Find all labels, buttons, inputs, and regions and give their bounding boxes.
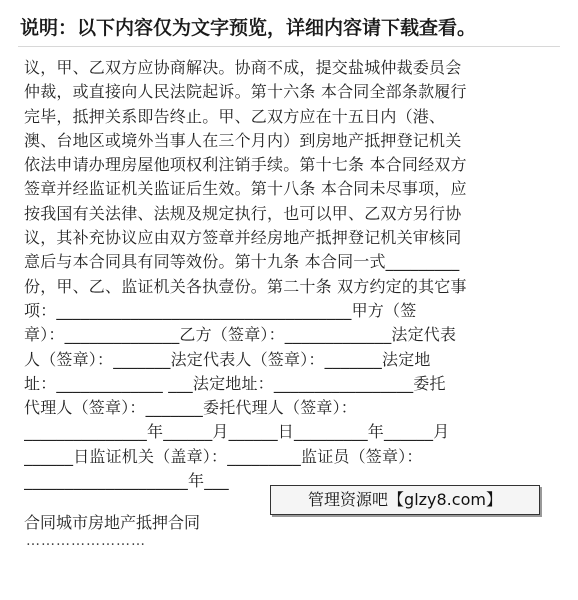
body-line: 代理人（签章）：_______委托代理人（签章）：: [24, 398, 358, 418]
body-line: 议，其补充协议应由双方签章并经房地产抵押登记机关审核同: [24, 228, 462, 248]
body-line: 依法申请办理房屋他项权利注销手续。第十七条 本合同经双方: [24, 155, 467, 175]
body-line: 签章并经监证机关监证后生效。第十八条 本合同未尽事项，应: [24, 179, 467, 199]
body-line: _______________年______月______日_________年______月: [24, 422, 450, 442]
body-line: 仲裁，或直接向人民法院起诉。第十六条 本合同全部条款履行: [24, 82, 467, 102]
body-line: 议，甲、乙双方应协商解决。协商不成，提交盐城仲裁委员会: [24, 58, 462, 77]
body-line: 章）：______________乙方（签章）：_____________法定代表: [24, 325, 457, 345]
body-line: 按我国有关法律、法规及规定执行，也可以甲、乙双方另行协: [24, 203, 462, 223]
body-line: 址：_____________ ___法定地址：_________________委托: [24, 373, 446, 393]
header-divider: [18, 46, 560, 47]
body-line: ______日监证机关（盖章）：_________监证员（签章）：: [24, 446, 423, 466]
contract-body: [24, 56, 554, 493]
continuation-ellipsis: ……………………: [26, 533, 146, 549]
body-line: 完毕，抵押关系即告终止。甲、乙双方应在十五日内（港、: [24, 106, 446, 126]
body-line: 人（签章）：_______法定代表人（签章）：_______法定地: [24, 349, 431, 369]
body-line: 项：____________________________________甲方（签: [24, 300, 417, 320]
body-line: 意后与本合同具有同等效份。第十九条 本合同一式_________: [24, 252, 460, 272]
site-watermark-badge: 管理资源吧【glzy8.com】: [270, 485, 540, 515]
body-line: 份，甲、乙、监证机关各执壹份。第二十条 双方约定的其它事: [24, 276, 467, 296]
document-title: 合同城市房地产抵押合同: [24, 513, 201, 532]
body-line: 澳、台地区或境外当事人在三个月内）到房地产抵押登记机关: [24, 130, 462, 150]
preview-notice: 说明：以下内容仅为文字预览，详细内容请下载查看。: [20, 17, 477, 39]
body-line: ____________________年___: [24, 471, 229, 491]
